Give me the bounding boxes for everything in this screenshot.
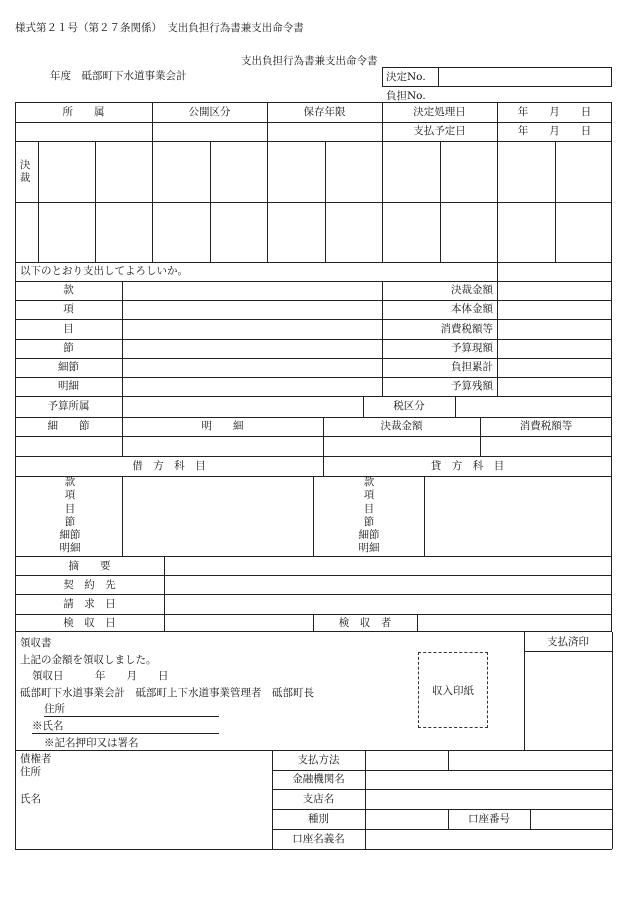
payment-method-label: 支払方法 <box>297 754 340 766</box>
budget-section-label: 予算所属 <box>47 400 90 412</box>
creditor-address-label: 住所 <box>20 766 41 778</box>
budget-row-0: 款 <box>63 284 74 296</box>
receipt-name-label: ※氏名 <box>32 720 64 732</box>
budget-row-3: 節 <box>63 342 74 354</box>
request-date-label: 請 求 日 <box>63 598 116 610</box>
credit-item-4: 細節 <box>358 529 380 542</box>
credit-item-3: 節 <box>363 515 375 528</box>
fiscal-year-label: 年度 砥部町下水道事業会計 <box>50 70 187 82</box>
payment-date-value: 年 月 日 <box>517 125 592 137</box>
contractor-label: 契 約 先 <box>63 579 116 591</box>
debit-item-1: 項 <box>64 489 76 502</box>
budget-row-4: 細節 <box>58 361 79 373</box>
amount-row-2: 消費税額等 <box>440 323 493 335</box>
summary-label: 摘 要 <box>68 560 111 572</box>
amount-row-0: 決裁金額 <box>451 284 493 296</box>
credit-item-5: 明細 <box>358 542 380 555</box>
credit-item-2: 目 <box>363 502 375 515</box>
tax-class-label: 税区分 <box>393 400 425 412</box>
revenue-stamp-label: 収入印紙 <box>432 684 474 697</box>
form-title: 支出負担行為書兼支出命令書 <box>241 55 378 67</box>
debit-item-4: 細節 <box>59 529 81 542</box>
amount-row-4: 負担累計 <box>451 361 493 373</box>
receipt-date: 領収日 年 月 日 <box>32 670 169 682</box>
budget-row-2: 目 <box>63 323 74 335</box>
account-type-label: 種別 <box>308 813 329 825</box>
debit-item-0: 款 <box>64 476 76 488</box>
credit-item-1: 項 <box>363 489 375 502</box>
request-text: 以下のとおり支出してよろしいか。 <box>20 265 188 277</box>
paid-seal-label: 支払済印 <box>547 636 589 648</box>
debit-item-3: 節 <box>64 515 76 528</box>
branch-name-label: 支店名 <box>302 793 335 805</box>
detail-approved-amount-header: 決裁金額 <box>380 420 423 432</box>
account-holder-label: 口座名義名 <box>292 833 345 845</box>
budget-row-5: 明細 <box>58 380 79 392</box>
debit-accounts-label: 借 方 科 目 <box>132 460 206 472</box>
decision-date-value: 年 月 日 <box>517 106 592 118</box>
affiliation-header: 所 属 <box>62 106 105 118</box>
inspection-date-label: 検 収 日 <box>63 617 116 629</box>
receipt-address-label: 住所 <box>44 703 65 715</box>
budget-row-1: 項 <box>63 303 74 315</box>
debit-item-2: 目 <box>64 502 76 515</box>
creditor-name-label: 氏名 <box>20 793 41 805</box>
approval-label: 決 裁 <box>19 159 31 185</box>
inspector-label: 検 収 者 <box>338 617 392 629</box>
receipt-text: 上記の金額を領収しました。 <box>20 654 157 666</box>
amount-row-3: 予算現額 <box>451 342 493 354</box>
detail-sub-item-header: 細 節 <box>47 420 90 432</box>
receipt-signature-note: ※記名押印又は署名 <box>44 737 139 749</box>
amount-row-5: 予算残額 <box>451 380 493 392</box>
credit-item-0: 款 <box>363 476 375 488</box>
revenue-stamp-box <box>418 652 488 728</box>
payment-date-label: 支払予定日 <box>413 125 466 137</box>
decision-no-label: 決定No. <box>386 71 426 83</box>
form-number: 様式第２１号（第２７条関係） 支出負担行為書兼支出命令書 <box>15 22 304 34</box>
creditor-title: 債権者 <box>20 753 52 765</box>
burden-no-label: 負担No. <box>386 90 426 102</box>
bank-name-label: 金融機関名 <box>292 773 345 785</box>
amount-row-1: 本体金額 <box>451 303 493 315</box>
disclosure-header: 公開区分 <box>188 106 231 118</box>
detail-detail-header: 明 細 <box>201 420 244 432</box>
receipt-title: 領収書 <box>20 637 52 649</box>
detail-tax-amount-header: 消費税額等 <box>519 420 573 432</box>
retention-header: 保存年限 <box>303 106 346 118</box>
credit-accounts-label: 貸 方 科 目 <box>430 460 505 472</box>
debit-item-5: 明細 <box>59 542 81 555</box>
receipt-issuer: 砥部町下水道事業会計 砥部町上下水道事業管理者 砥部町長 <box>20 687 314 699</box>
account-no-label: 口座番号 <box>468 813 510 825</box>
decision-date-label: 決定処理日 <box>413 106 466 118</box>
